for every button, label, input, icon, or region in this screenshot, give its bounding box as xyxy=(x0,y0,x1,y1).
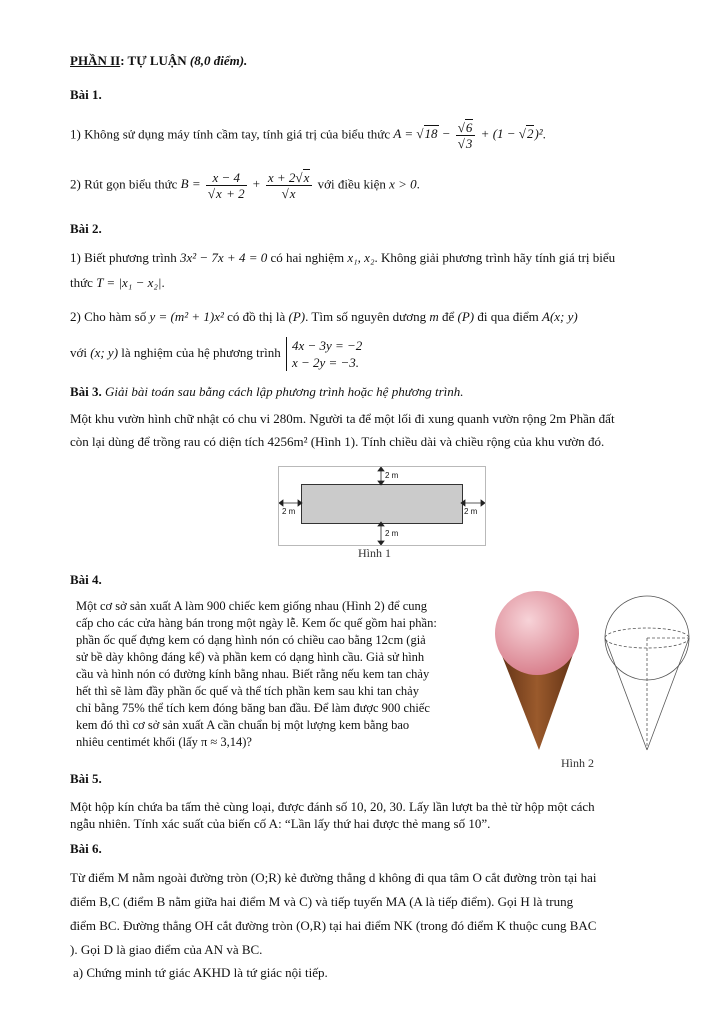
bai3-subtitle: Giải bài toán sau bằng cách lập phương trình hoặc hệ phương trình. xyxy=(105,384,464,399)
label-top: 2 m xyxy=(385,471,399,480)
bai5-line2: ngẫu nhiên. Tính xác suất của biến cố A: “Lần lấy thứ hai được thẻ mang số 10”. xyxy=(70,816,491,831)
sphere-shape xyxy=(495,591,579,675)
bai4-line: sử bề dày không đáng kể) và phần kem có dạng hình cầu. Giả sử hình xyxy=(76,650,425,664)
bai4-title: Bài 4. xyxy=(70,572,102,587)
bai2-q2-line2: với (x; y) là nghiệm của hệ phương trình 4x − 3y = −2 x − 2y = −3. xyxy=(70,338,363,370)
bai5-title: Bài 5. xyxy=(70,771,102,786)
bai1-q2-condition: với điều kiện xyxy=(317,176,386,192)
bai4-line: nhiêu centimét khối (lấy π ≈ 3,14)? xyxy=(76,735,252,749)
label-bottom: 2 m xyxy=(385,529,399,538)
bai3-title: Bài 3. xyxy=(70,384,102,399)
bai2-q1-line1: 1) Biết phương trình 3x² − 7x + 4 = 0 có hai nghiệm x₁, x₂. Không giải phương trình hãy tính giá trị biểu xyxy=(70,250,616,265)
part-label: PHẦN II xyxy=(70,53,121,68)
bai1-q2-text: 2) Rút gọn biểu thức xyxy=(70,176,178,192)
label-left: 2 m xyxy=(282,507,296,516)
bai4-line: cầu và hình nón có đường kính bằng nhau. Biết rằng nếu kem tan chảy xyxy=(76,667,430,681)
bai2-title: Bài 2. xyxy=(70,221,102,236)
bai4-line: Một cơ sở sản xuất A làm 900 chiếc kem giống nhau (Hình 2) để cung xyxy=(76,599,428,613)
figure-2-caption: Hình 2 xyxy=(561,756,594,770)
part-title: : TỰ LUẬN xyxy=(120,53,187,68)
bai1-q1: 1) Không sử dụng máy tính cầm tay, tính giá trị của biểu thức A = √18 − $\frac{√6}{√3}$ + (1 − √2)². xyxy=(70,120,546,151)
wireframe-diagram xyxy=(605,596,689,750)
bai1-q2-formula: B = $\frac{x - 4}{√x + 2}$ + $\frac{x + 2√x}{√x}$ xyxy=(181,176,315,191)
label-right: 2 m xyxy=(464,507,478,516)
figure-2-ice-cream xyxy=(487,588,697,778)
part-points: (8,0 điểm). xyxy=(189,53,248,68)
section-header xyxy=(70,53,247,69)
bai4-line: cấp cho các cửa hàng bán trong một ngày lễ. Kem ốc quế gồm hai phần: xyxy=(76,616,437,630)
bai4-line: kem đó thì cơ sở sản xuất A cần chuẩn bị một lượng kem bằng bao xyxy=(76,718,410,732)
bai3-line1: Một khu vườn hình chữ nhật có chu vi 280m. Người ta để một lối đi xung quanh vườn rộng 2m Phần đất xyxy=(70,411,615,426)
bai3-line2: còn lại dùng để trồng rau có diện tích 4256m² (Hình 1). Tính chiều dài và chiều rộng của khu vườn đó. xyxy=(70,434,605,449)
bai1-q1-text: 1) Không sử dụng máy tính cầm tay, tính giá trị của biểu thức xyxy=(70,126,391,142)
bai2-q2-c: . Tìm số nguyên dương xyxy=(305,309,427,324)
bai1-q2: 2) Rút gọn biểu thức B = $\frac{x - 4}{√x + 2}$ + $\frac{x + 2√x}{√x}$ với điều kiện x > 0. xyxy=(70,170,420,201)
bai2-q2-e: đi qua điểm xyxy=(477,309,539,324)
bai4-line: phần ốc quế đựng kem có dạng hình nón có chiều cao bằng 12cm (giả xyxy=(76,633,426,647)
bai6-line4: ). Gọi D là giao điểm của AN và BC. xyxy=(70,942,263,957)
bai2-q2-a: 2) Cho hàm số xyxy=(70,309,147,324)
bai2-q1-d: thức xyxy=(70,275,93,290)
bai2-q1-line2: thức T = |x₁ − x₂|. xyxy=(70,275,165,290)
bai6-line3: điểm BC. Đường thẳng OH cắt đường tròn (O,R) tại hai điểm NK (trong đó điểm K thuộc cung BAC xyxy=(70,918,597,933)
bai1-q1-formula: A = √18 − $\frac{√6}{√3}$ + (1 − √2)² xyxy=(393,120,543,151)
bai2-q2-b: có đồ thị là xyxy=(227,309,286,324)
bai2-q2-d: để xyxy=(441,309,455,324)
bai4-line: chỉ bằng 75% thể tích kem đóng băng ban đầu. Để làm được 900 chiếc xyxy=(76,701,430,715)
dimension-arrows xyxy=(279,467,485,545)
bai1-title: Bài 1. xyxy=(70,87,102,102)
bai2-q1-a: 1) Biết phương trình xyxy=(70,250,177,265)
figure-1-garden xyxy=(278,466,486,546)
bai2-q2-g: là nghiệm của hệ phương trình xyxy=(121,344,281,360)
bai3-heading xyxy=(70,384,464,400)
bai2-q2-f: với xyxy=(70,344,87,360)
bai2-q2-line1: 2) Cho hàm số y = (m² + 1)x² có đồ thị là (P). Tìm số nguyên dương m để (P) đi qua điểm A(x; y) xyxy=(70,309,578,324)
bai6-title: Bài 6. xyxy=(70,841,102,856)
bai6-line1: Từ điểm M nằm ngoài đường tròn (O;R) kẻ đường thẳng d không đi qua tâm O cắt đường tròn tại hai xyxy=(70,870,597,885)
bai2-q1-c: Không giải phương trình hãy tính giá trị biểu xyxy=(380,250,616,265)
figure-1-caption: Hình 1 xyxy=(358,546,391,560)
bai5-line1: Một hộp kín chứa ba tấm thẻ cùng loại, được đánh số 10, 20, 30. Lấy lần lượt ba thẻ từ hộp một cách xyxy=(70,799,595,814)
bai6-line2: điểm B,C (điểm B nằm giữa hai điểm M và C) và tiếp tuyến MA (A là tiếp điểm). Gọi H là trung xyxy=(70,894,574,909)
bai2-q1-b: có hai nghiệm xyxy=(270,250,345,265)
bai4-line: hết thì sẽ làm đầy phần ốc quế và thể tích phần kem sau khi tan chảy xyxy=(76,684,419,698)
equation-system: 4x − 3y = −2 x − 2y = −3. xyxy=(286,337,362,371)
bai6-line5: a) Chứng minh tứ giác AKHD là tứ giác nội tiếp. xyxy=(73,965,328,980)
